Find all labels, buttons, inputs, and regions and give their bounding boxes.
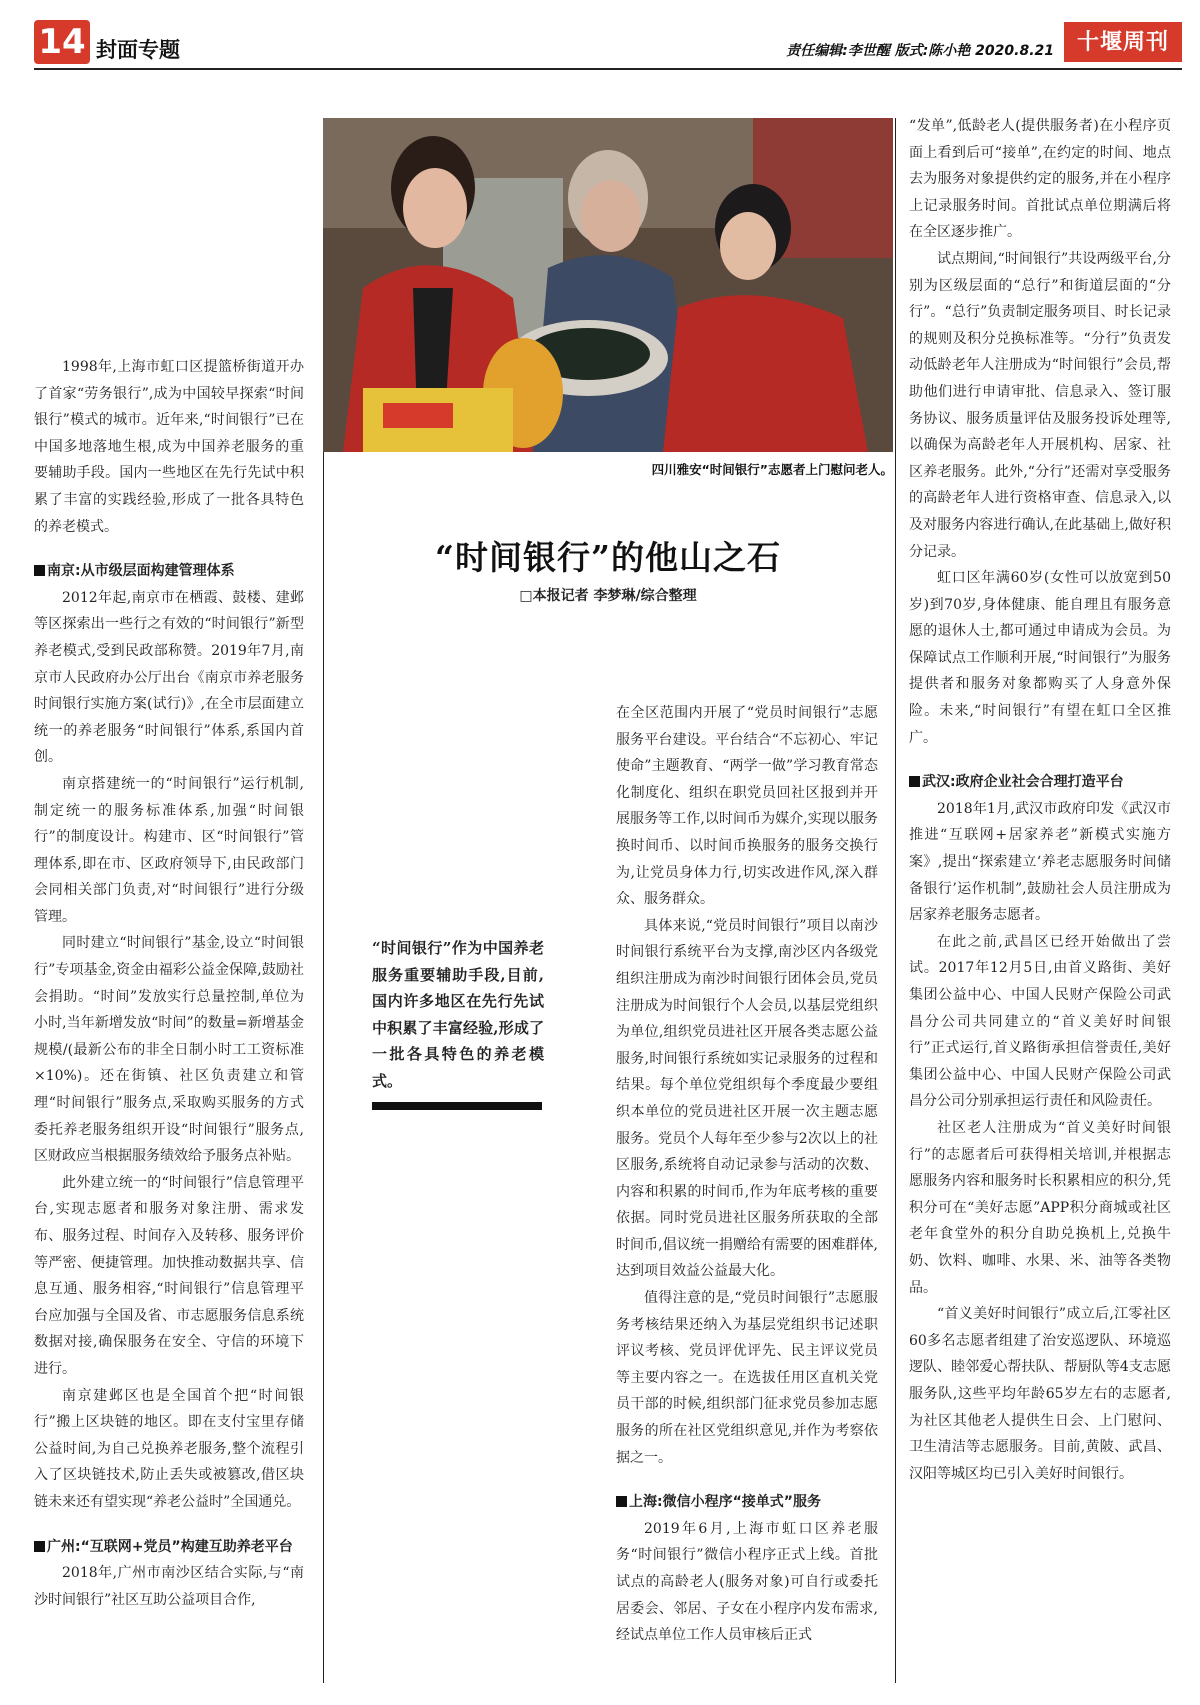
paragraph: 在全区范围内开展了“党员时间银行”志愿服务平台建设。平台结合“不忘初心、牢记使命”主题教育、“两学一做”学习教育常态化制度化、组织在职党员回社区报到并开展服务等工作,以时间币为媒介,实现以服务换时间币、以时间币换服务的服务交换行为,让党员身体力行,切实改进作风,深入群众、服务群众。 bbox=[616, 705, 878, 908]
column-divider-right bbox=[895, 118, 896, 1683]
article-title: “时间银行”的他山之石 bbox=[435, 538, 781, 577]
subhead-nanjing: 南京:从市级层面构建管理体系 bbox=[34, 558, 304, 585]
paragraph: 值得注意的是,“党员时间银行”志愿服务考核结果还纳入为基层党组织书记述职评议考核、党员评优评先、民主评议党员等主要内容之一。在选拔任用区直机关党员干部的时候,组织部门征求党员参加志愿服务的所在社区党组织意见,并作为考察依据之一。 bbox=[616, 1290, 878, 1466]
paragraph: “首义美好时间银行”成立后,江零社区60多名志愿者组建了治安巡逻队、环境巡逻队、睦邻爱心帮扶队、帮厨队等4支志愿服务队,这些平均年龄65岁左右的志愿者,为社区其他老人提供生日会、上门慰问、卫生清洁等志愿服务。目前,黄陂、武昌、汉阳等城区均已引入美好时间银行。 bbox=[909, 1306, 1171, 1482]
subhead-shanghai: 上海:微信小程序“接单式”服务 bbox=[616, 1489, 878, 1516]
photo-caption: 四川雅安“时间银行”志愿者上门慰问老人。 bbox=[651, 462, 893, 477]
square-bullet-icon bbox=[909, 776, 920, 787]
column-middle bbox=[616, 700, 878, 1649]
article-photo bbox=[323, 118, 893, 452]
paragraph: 2018年,广州市南沙区结合实际,与“南沙时间银行”社区互助公益项目合作, bbox=[34, 1565, 304, 1608]
page-header bbox=[0, 0, 1200, 74]
byline: □本报记者 李梦琳/综合整理 bbox=[519, 588, 697, 604]
square-bullet-icon bbox=[34, 565, 45, 576]
intro-paragraph: 1998年,上海市虹口区提篮桥街道开办了首家“劳务银行”,成为中国较早探索“时间银行”模式的城市。近年来,“时间银行”已在中国多地落地生根,成为中国养老服务的重要辅助手段。国内一些地区在先行先试中积累了丰富的实践经验,形成了一批各具特色的养老模式。 bbox=[34, 359, 304, 535]
page-number: 14 bbox=[34, 20, 90, 64]
section-name: 封面专题 bbox=[96, 38, 180, 62]
paragraph: 南京搭建统一的“时间银行”运行机制,制定统一的服务标准体系,加强“时间银行”的制度设计。构建市、区“时间银行”管理体系,即在市、区政府领导下,由民政部门会同相关部门负责,对“时间银行”进行分级管理。 bbox=[34, 775, 304, 925]
masthead-logo: 十堰周刊 bbox=[1064, 22, 1182, 62]
pullquote: “时间银行”作为中国养老服务重要辅助手段,目前,国内许多地区在先行先试中积累了丰富经验,形成了一批各具特色的养老模式。 bbox=[372, 939, 544, 1090]
subhead-wuhan: 武汉:政府企业社会合理打造平台 bbox=[909, 769, 1171, 796]
paragraph: 2018年1月,武汉市政府印发《武汉市推进“互联网+居家养老”新模式实施方案》,提出“探索建立‘养老志愿服务时间储备银行’运作机制”,鼓励社会人员注册成为居家养老服务志愿者。 bbox=[909, 800, 1171, 924]
square-bullet-icon bbox=[34, 1541, 45, 1552]
header-rule bbox=[34, 68, 1182, 70]
paragraph: 在此之前,武昌区已经开始做出了尝试。2017年12月5日,由首义路街、美好集团公益中心、中国人民财产保险公司武昌分公司共同建立的“首义美好时间银行”正式运行,首义路街承担信誉责任,美好集团公益中心、中国人民财产保险公司武昌分公司分别承担运行责任和风险责任。 bbox=[909, 933, 1171, 1110]
paragraph: 南京建邺区也是全国首个把“时间银行”搬上区块链的地区。即在支付宝里存储公益时间,为自己兑换养老服务,整个流程引入了区块链技术,防止丢失或被篡改,借区块链未来还有望实现“养老公益时”全国通兑。 bbox=[34, 1387, 304, 1510]
paragraph: 虹口区年满60岁(女性可以放宽到50岁)到70岁,身体健康、能自理且有服务意愿的退休人士,都可通过申请成为会员。为保障试点工作顺利开展,“时间银行”为服务提供者和服务对象都购买了人身意外保险。未来,“时间银行”有望在虹口全区推广。 bbox=[909, 570, 1171, 746]
paragraph: 具体来说,“党员时间银行”项目以南沙时间银行系统平台为支撑,南沙区内各级党组织注册成为南沙时间银行团体会员,党员注册成为时间银行个人会员,以基层党组织为单位,组织党员进社区开展各类志愿公益服务,时间银行系统如实记录服务的过程和结果。每个单位党组织每个季度最少要组织本单位的党员进社区开展一次主题志愿服务。党员个人每年至少参与2次以上的社区服务,系统将自动记录参与活动的次数、内容和积累的时间币,作为年底考核的重要依据。同时党员进社区服务所获取的全部时间币,倡议统一捐赠给有需要的困难群体,达到项目效益公益最大化。 bbox=[616, 917, 878, 1280]
subhead-guangzhou: 广州:“互联网+党员”构建互助养老平台 bbox=[34, 1534, 304, 1561]
paragraph: “发单”,低龄老人(提供服务者)在小程序页面上看到后可“接单”,在约定的时间、地点去为服务对象提供约定的服务,并在小程序上记录服务时间。首批试点单位期满后将在全区逐步推广。 bbox=[909, 118, 1171, 241]
square-bullet-icon bbox=[616, 1496, 627, 1507]
pullquote-rule bbox=[372, 1102, 542, 1110]
volunteers-visiting-elder-photo bbox=[323, 118, 893, 452]
paragraph: 2019年6月,上海市虹口区养老服务“时间银行”微信小程序正式上线。首批试点的高龄老人(服务对象)可自行或委托居委会、邻居、子女在小程序内发布需求,经试点单位工作人员审核后正式 bbox=[616, 1520, 878, 1644]
paragraph: 社区老人注册成为“首义美好时间银行”的志愿者后可获得相关培训,并根据志愿服务内容和服务时长积累相应的积分,凭积分可在“美好志愿”APP积分商城或社区老年食堂外的积分自助兑换机上,兑换牛奶、饮料、咖啡、水果、米、油等各类物品。 bbox=[909, 1119, 1171, 1296]
paragraph: 同时建立“时间银行”基金,设立“时间银行”专项基金,资金由福彩公益金保障,鼓励社会捐助。“时间”发放实行总量控制,单位为小时,当年新增发放“时间”的数量=新增基金规模/(最新公布的非全日制小时工工资标准×10%)。还在街镇、社区负责建立和管理“时间银行”服务点,采取购买服务的方式委托养老服务组织开设“时间银行”服务点,区财政应当根据服务绩效给予服务点补贴。 bbox=[34, 935, 304, 1165]
paragraph: 此外建立统一的“时间银行”信息管理平台,实现志愿者和服务对象注册、需求发布、服务过程、时间存入及转移、服务评价等严密、便捷管理。加快推动数据共享、信息互通、服务相容,“时间银行”信息管理平台应加强与全国及省、市志愿服务信息系统数据对接,确保服务在安全、守信的环境下进行。 bbox=[34, 1174, 304, 1377]
column-right bbox=[909, 113, 1171, 1487]
paragraph: 试点期间,“时间银行”共设两级平台,分别为区级层面的“总行”和街道层面的“分行”。“总行”负责制定服务项目、时长记录的规则及积分兑换标准等。“分行”负责发动低龄老年人注册成为“时间银行”会员,帮助他们进行申请审批、信息录入、签订服务协议、服务质量评估及服务投诉处理等,以确保为高龄老年人开展机构、居家、社区养老服务。此外,“分行”还需对享受服务的高龄老年人进行资格审查、信息录入,以及对服务内容进行确认,在此基础上,做好积分记录。 bbox=[909, 250, 1171, 560]
editor-credits: 责任编辑:李世醒 版式:陈小艳 2020.8.21 bbox=[786, 43, 1054, 59]
column-left bbox=[34, 354, 304, 1613]
paragraph: 2012年起,南京市在栖霞、鼓楼、建邺等区探索出一些行之有效的“时间银行”新型养老模式,受到民政部称赞。2019年7月,南京市人民政府办公厅出台《南京市养老服务时间银行实施方案(试行)》,在全市层面建立统一的养老服务“时间银行”体系,系国内首创。 bbox=[34, 589, 304, 766]
